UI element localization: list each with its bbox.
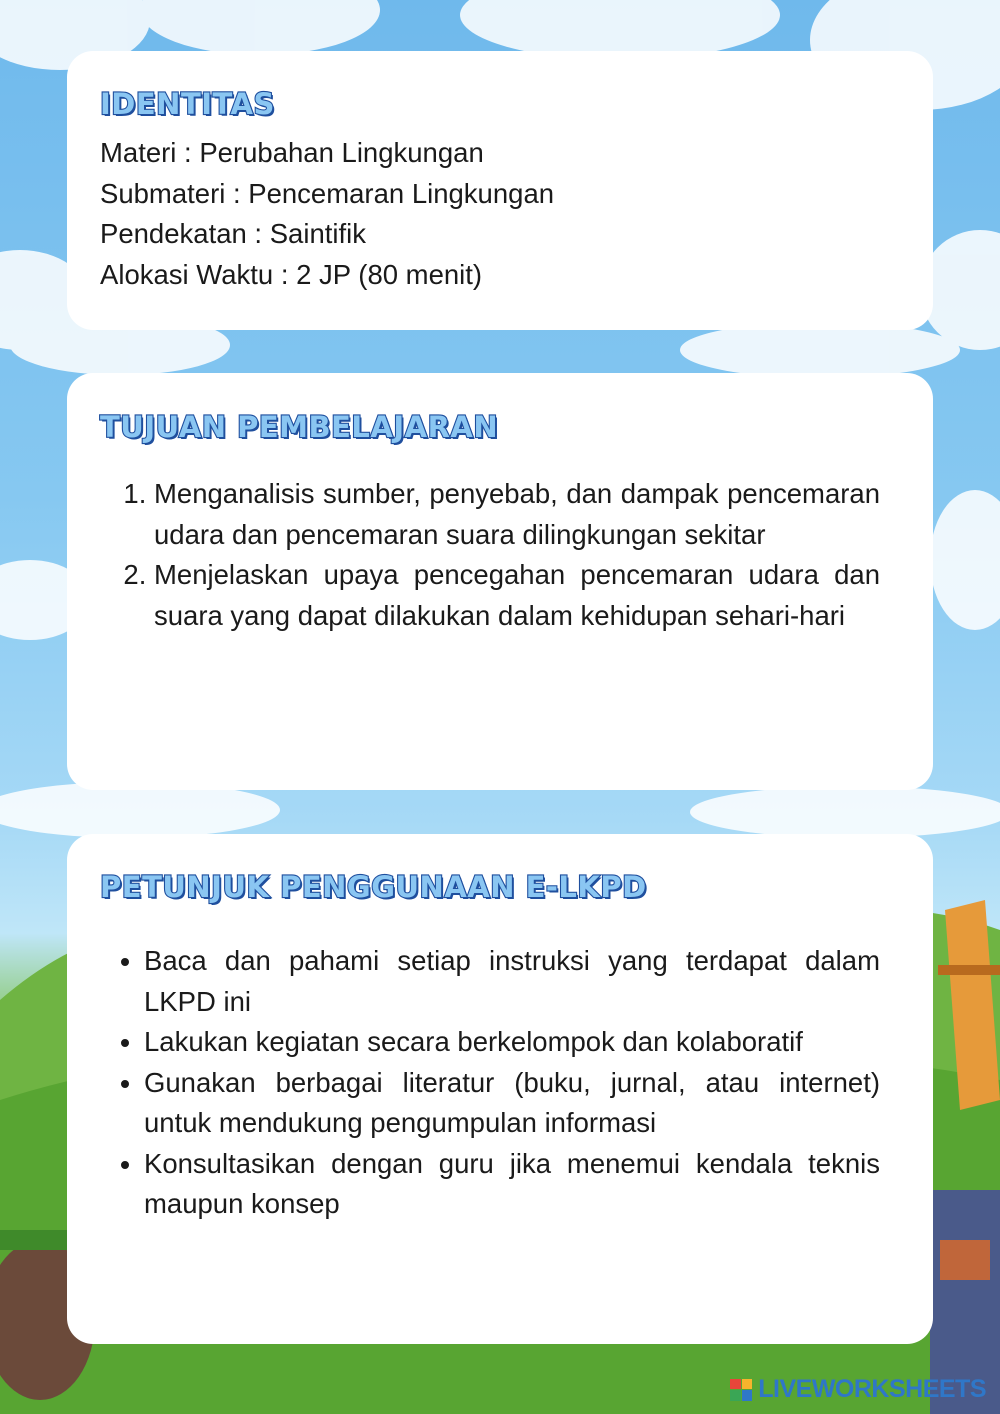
identity-line-submateri: Submateri : Pencemaran Lingkungan bbox=[100, 177, 555, 209]
identity-details bbox=[100, 133, 880, 295]
usage-instructions-list bbox=[100, 941, 880, 1225]
liveworksheets-watermark bbox=[730, 1375, 986, 1404]
identity-card bbox=[67, 51, 933, 330]
list-item: 1. Menganalisis sumber, penyebab, dan dampak pencemaran udara dan pencemaran suara dilingkungan sekitar bbox=[154, 474, 880, 555]
liveworksheets-logo-icon bbox=[730, 1379, 752, 1401]
list-item: • Baca dan pahami setiap instruksi yang terdapat dalam LKPD ini bbox=[144, 941, 880, 1022]
identity-heading: IDENTITAS bbox=[100, 87, 275, 121]
learning-objectives-card bbox=[67, 373, 933, 790]
list-item: • Konsultasikan dengan guru jika menemui kendala teknis maupun konsep bbox=[144, 1144, 880, 1225]
identity-line-pendekatan: Pendekatan : Saintifik bbox=[100, 218, 367, 249]
list-item: • Gunakan berbagai literatur (buku, jurnal, atau internet) untuk mendukung pengumpulan informasi bbox=[144, 1063, 880, 1144]
usage-instructions-heading: PETUNJUK PENGGUNAAN E-LKPD bbox=[100, 870, 647, 904]
list-item: 2. Menjelaskan upaya pencegahan pencemaran udara dan suara yang dapat dilakukan dalam kehidupan sehari-hari bbox=[154, 555, 880, 636]
learning-objectives-heading: TUJUAN PEMBELAJARAN bbox=[100, 410, 499, 444]
learning-objectives-list bbox=[100, 474, 880, 636]
list-item: • Lakukan kegiatan secara berkelompok dan kolaboratif bbox=[144, 1022, 880, 1063]
identity-line-materi: Materi : Perubahan Lingkungan bbox=[100, 137, 484, 168]
watermark-text: LIVEWORKSHEETS bbox=[758, 1375, 986, 1403]
identity-line-alokasi-waktu: Alokasi Waktu : 2 JP (80 menit) bbox=[100, 258, 483, 290]
usage-instructions-card bbox=[67, 834, 933, 1344]
